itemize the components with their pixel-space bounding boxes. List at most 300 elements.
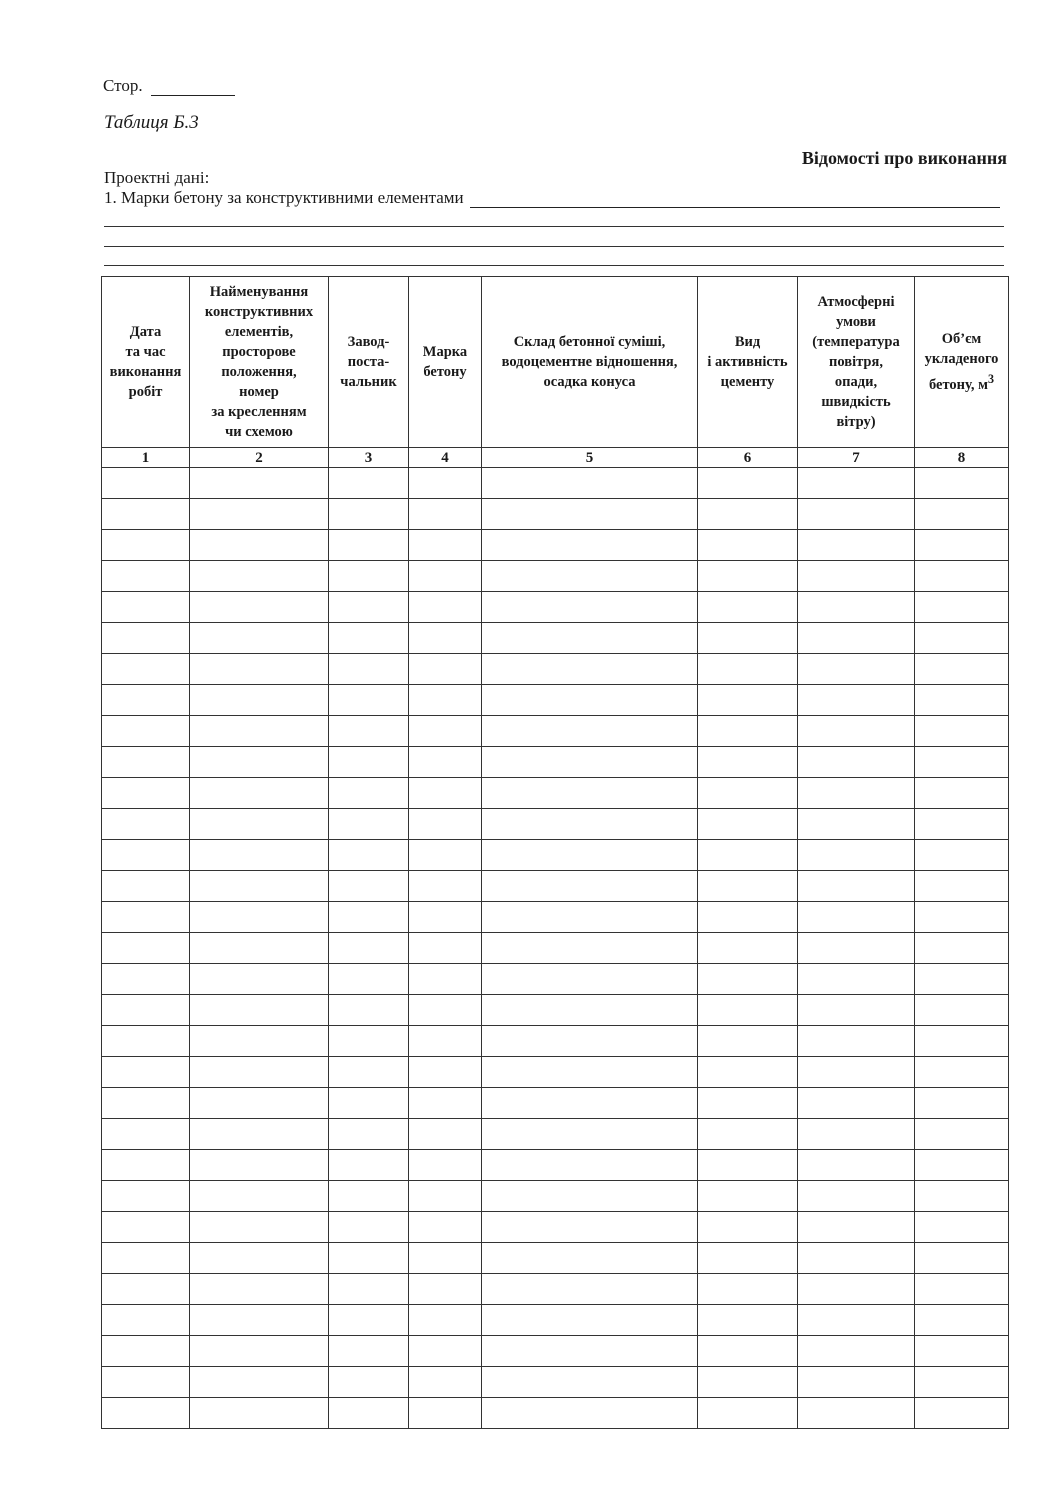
table-row — [102, 747, 1009, 778]
table-cell[interactable] — [798, 1243, 915, 1274]
table-cell[interactable] — [102, 1336, 190, 1367]
column-header-element-name — [190, 277, 329, 448]
table-cell[interactable] — [190, 1181, 329, 1212]
column-number: 1 — [102, 448, 190, 468]
table-cell[interactable] — [409, 840, 482, 871]
table-cell[interactable] — [698, 747, 798, 778]
table-cell[interactable] — [102, 871, 190, 902]
table-cell[interactable] — [482, 902, 698, 933]
table-cell[interactable] — [409, 1119, 482, 1150]
column-number: 5 — [482, 448, 698, 468]
table-cell[interactable] — [915, 499, 1009, 530]
table-cell[interactable] — [915, 1088, 1009, 1119]
table-cell[interactable] — [482, 561, 698, 592]
table-cell[interactable] — [329, 1119, 409, 1150]
table-cell[interactable] — [798, 1212, 915, 1243]
column-number: 3 — [329, 448, 409, 468]
table-cell[interactable] — [190, 1212, 329, 1243]
table-cell[interactable] — [102, 1305, 190, 1336]
table-cell[interactable] — [190, 1026, 329, 1057]
column-number-row — [102, 448, 1009, 468]
table-cell[interactable] — [798, 716, 915, 747]
table-cell[interactable] — [190, 1274, 329, 1305]
table-cell[interactable] — [409, 1026, 482, 1057]
table-cell[interactable] — [482, 809, 698, 840]
table-row — [102, 716, 1009, 747]
table-cell[interactable] — [102, 1367, 190, 1398]
table-row — [102, 530, 1009, 561]
table-cell[interactable] — [915, 809, 1009, 840]
table-cell[interactable] — [698, 1150, 798, 1181]
table-cell[interactable] — [190, 1088, 329, 1119]
table-cell[interactable] — [190, 685, 329, 716]
table-cell[interactable] — [698, 592, 798, 623]
table-cell[interactable] — [798, 871, 915, 902]
table-cell[interactable] — [409, 871, 482, 902]
table-cell[interactable] — [698, 468, 798, 499]
table-cell[interactable] — [190, 995, 329, 1026]
table-cell[interactable] — [409, 995, 482, 1026]
table-row — [102, 1212, 1009, 1243]
column-header-label: Марка бетону — [422, 344, 468, 380]
table-cell[interactable] — [698, 964, 798, 995]
concrete-grades-blank[interactable] — [470, 193, 1000, 208]
table-cell[interactable] — [915, 1243, 1009, 1274]
table-cell[interactable] — [409, 964, 482, 995]
table-cell[interactable] — [482, 1088, 698, 1119]
table-row — [102, 871, 1009, 902]
table-cell[interactable] — [915, 716, 1009, 747]
table-cell[interactable] — [482, 468, 698, 499]
table-cell[interactable] — [409, 1243, 482, 1274]
table-cell[interactable] — [482, 1181, 698, 1212]
table-cell[interactable] — [329, 995, 409, 1026]
table-cell[interactable] — [409, 592, 482, 623]
table-row — [102, 933, 1009, 964]
table-cell[interactable] — [915, 1026, 1009, 1057]
table-cell[interactable] — [798, 778, 915, 809]
table-cell[interactable] — [482, 1274, 698, 1305]
column-number: 4 — [409, 448, 482, 468]
table-row — [102, 1181, 1009, 1212]
table-cell[interactable] — [482, 685, 698, 716]
fill-in-line[interactable] — [104, 265, 1004, 266]
table-cell[interactable] — [102, 716, 190, 747]
column-number: 6 — [698, 448, 798, 468]
table-cell[interactable] — [329, 1057, 409, 1088]
table-cell[interactable] — [329, 1367, 409, 1398]
table-cell[interactable] — [698, 1181, 798, 1212]
table-cell[interactable] — [482, 933, 698, 964]
table-cell[interactable] — [329, 778, 409, 809]
table-cell[interactable] — [329, 1305, 409, 1336]
table-cell[interactable] — [329, 685, 409, 716]
table-cell[interactable] — [329, 1181, 409, 1212]
table-cell[interactable] — [915, 747, 1009, 778]
table-cell[interactable] — [329, 1398, 409, 1429]
concrete-grades-label: 1. Марки бетону за конструктивними елементами — [104, 188, 464, 207]
table-row — [102, 1119, 1009, 1150]
table-cell[interactable] — [915, 778, 1009, 809]
table-cell[interactable] — [409, 654, 482, 685]
table-cell[interactable] — [482, 1212, 698, 1243]
table-cell[interactable] — [409, 685, 482, 716]
table-cell[interactable] — [329, 561, 409, 592]
table-cell[interactable] — [102, 1274, 190, 1305]
table-cell[interactable] — [482, 1150, 698, 1181]
table-cell[interactable] — [915, 1212, 1009, 1243]
table-cell[interactable] — [482, 1305, 698, 1336]
table-cell[interactable] — [698, 1243, 798, 1274]
table-cell[interactable] — [798, 468, 915, 499]
table-cell[interactable] — [190, 468, 329, 499]
table-cell[interactable] — [798, 1398, 915, 1429]
table-cell[interactable] — [698, 1274, 798, 1305]
table-cell[interactable] — [409, 902, 482, 933]
table-cell[interactable] — [190, 530, 329, 561]
table-cell[interactable] — [329, 933, 409, 964]
table-cell[interactable] — [102, 1026, 190, 1057]
table-cell[interactable] — [698, 933, 798, 964]
table-header-row — [102, 277, 1009, 448]
fill-in-line[interactable] — [104, 226, 1004, 227]
concrete-works-table — [101, 276, 1009, 1429]
column-header-supplier — [329, 277, 409, 448]
table-cell[interactable] — [190, 778, 329, 809]
table-cell[interactable] — [482, 623, 698, 654]
table-cell[interactable] — [698, 1398, 798, 1429]
table-cell[interactable] — [915, 1274, 1009, 1305]
table-cell[interactable] — [482, 871, 698, 902]
column-number: 8 — [915, 448, 1009, 468]
table-cell[interactable] — [190, 747, 329, 778]
table-cell[interactable] — [329, 840, 409, 871]
table-cell[interactable] — [102, 964, 190, 995]
table-cell[interactable] — [798, 1088, 915, 1119]
table-cell[interactable] — [190, 1150, 329, 1181]
table-cell[interactable] — [102, 778, 190, 809]
table-cell[interactable] — [915, 654, 1009, 685]
table-cell[interactable] — [798, 1274, 915, 1305]
column-header-volume — [915, 277, 1009, 448]
table-row — [102, 499, 1009, 530]
table-cell[interactable] — [798, 1336, 915, 1367]
table-cell[interactable] — [190, 1057, 329, 1088]
table-cell[interactable] — [190, 623, 329, 654]
table-cell[interactable] — [329, 499, 409, 530]
table-cell[interactable] — [409, 1367, 482, 1398]
table-cell[interactable] — [190, 1398, 329, 1429]
table-cell[interactable] — [482, 778, 698, 809]
table-cell[interactable] — [798, 1057, 915, 1088]
table-cell[interactable] — [915, 871, 1009, 902]
table-cell[interactable] — [915, 1336, 1009, 1367]
table-cell[interactable] — [329, 747, 409, 778]
table-cell[interactable] — [409, 716, 482, 747]
table-cell[interactable] — [915, 964, 1009, 995]
table-cell[interactable] — [482, 995, 698, 1026]
column-header-cement-type — [698, 277, 798, 448]
table-cell[interactable] — [482, 530, 698, 561]
table-cell[interactable] — [102, 1119, 190, 1150]
table-cell[interactable] — [798, 499, 915, 530]
table-cell[interactable] — [798, 1150, 915, 1181]
table-cell[interactable] — [698, 1026, 798, 1057]
table-cell[interactable] — [190, 840, 329, 871]
table-cell[interactable] — [329, 1274, 409, 1305]
table-cell[interactable] — [329, 468, 409, 499]
table-id: Таблиця Б.3 — [104, 112, 199, 133]
table-cell[interactable] — [798, 561, 915, 592]
table-cell[interactable] — [798, 840, 915, 871]
table-cell[interactable] — [482, 1243, 698, 1274]
table-cell[interactable] — [102, 995, 190, 1026]
table-cell[interactable] — [698, 840, 798, 871]
table-cell[interactable] — [102, 530, 190, 561]
table-cell[interactable] — [698, 1119, 798, 1150]
table-cell[interactable] — [698, 530, 798, 561]
table-cell[interactable] — [190, 964, 329, 995]
table-cell[interactable] — [915, 1367, 1009, 1398]
column-header-mix-composition — [482, 277, 698, 448]
table-cell[interactable] — [102, 1150, 190, 1181]
table-cell[interactable] — [102, 685, 190, 716]
table-cell[interactable] — [915, 1181, 1009, 1212]
table-cell[interactable] — [915, 902, 1009, 933]
table-cell[interactable] — [102, 1398, 190, 1429]
table-cell[interactable] — [409, 1057, 482, 1088]
table-cell[interactable] — [798, 964, 915, 995]
table-cell[interactable] — [482, 747, 698, 778]
table-cell[interactable] — [329, 530, 409, 561]
table-cell[interactable] — [482, 964, 698, 995]
table-cell[interactable] — [482, 1026, 698, 1057]
table-cell[interactable] — [190, 1367, 329, 1398]
table-cell[interactable] — [698, 1057, 798, 1088]
table-cell[interactable] — [102, 1088, 190, 1119]
table-cell[interactable] — [329, 1336, 409, 1367]
table-cell[interactable] — [409, 1212, 482, 1243]
table-cell[interactable] — [409, 468, 482, 499]
table-cell[interactable] — [698, 499, 798, 530]
table-cell[interactable] — [409, 530, 482, 561]
table-cell[interactable] — [482, 654, 698, 685]
table-cell[interactable] — [798, 654, 915, 685]
table-cell[interactable] — [329, 623, 409, 654]
table-cell[interactable] — [409, 561, 482, 592]
table-cell[interactable] — [915, 592, 1009, 623]
design-data-label: Проектні дані: — [104, 168, 210, 187]
table-cell[interactable] — [102, 654, 190, 685]
table-row — [102, 1243, 1009, 1274]
table-cell[interactable] — [102, 840, 190, 871]
table-cell[interactable] — [102, 809, 190, 840]
table-cell[interactable] — [102, 592, 190, 623]
table-cell[interactable] — [190, 902, 329, 933]
table-cell[interactable] — [482, 840, 698, 871]
table-cell[interactable] — [698, 1088, 798, 1119]
table-cell[interactable] — [329, 1212, 409, 1243]
table-cell[interactable] — [409, 809, 482, 840]
table-cell[interactable] — [102, 747, 190, 778]
table-cell[interactable] — [915, 840, 1009, 871]
table-cell[interactable] — [102, 933, 190, 964]
table-cell[interactable] — [482, 1398, 698, 1429]
table-cell[interactable] — [482, 592, 698, 623]
table-cell[interactable] — [915, 530, 1009, 561]
table-cell[interactable] — [798, 685, 915, 716]
table-cell[interactable] — [698, 809, 798, 840]
table-cell[interactable] — [915, 1398, 1009, 1429]
table-cell[interactable] — [698, 623, 798, 654]
table-cell[interactable] — [102, 1243, 190, 1274]
table-cell[interactable] — [915, 1150, 1009, 1181]
table-cell[interactable] — [482, 1336, 698, 1367]
table-cell[interactable] — [915, 995, 1009, 1026]
table-cell[interactable] — [798, 1181, 915, 1212]
table-cell[interactable] — [190, 933, 329, 964]
column-header-date-time — [102, 277, 190, 448]
table-cell[interactable] — [698, 654, 798, 685]
table-cell[interactable] — [915, 1057, 1009, 1088]
table-row — [102, 654, 1009, 685]
table-cell[interactable] — [409, 1305, 482, 1336]
table-cell[interactable] — [482, 1119, 698, 1150]
table-cell[interactable] — [102, 561, 190, 592]
table-cell[interactable] — [329, 964, 409, 995]
table-cell[interactable] — [409, 747, 482, 778]
table-cell[interactable] — [102, 1057, 190, 1088]
table-cell[interactable] — [915, 685, 1009, 716]
table-cell[interactable] — [798, 592, 915, 623]
table-cell[interactable] — [409, 1181, 482, 1212]
table-cell[interactable] — [329, 1243, 409, 1274]
table-cell[interactable] — [190, 1243, 329, 1274]
table-cell[interactable] — [482, 1057, 698, 1088]
table-cell[interactable] — [190, 809, 329, 840]
column-header-label: Вид і активність цементу — [707, 334, 788, 390]
table-cell[interactable] — [698, 1367, 798, 1398]
table-row — [102, 778, 1009, 809]
table-cell[interactable] — [409, 1398, 482, 1429]
table-cell[interactable] — [915, 561, 1009, 592]
table-cell[interactable] — [329, 871, 409, 902]
table-cell[interactable] — [915, 468, 1009, 499]
table-row — [102, 902, 1009, 933]
table-cell[interactable] — [102, 902, 190, 933]
table-cell[interactable] — [798, 530, 915, 561]
column-header-label: Дата та час виконання робіт — [109, 324, 182, 400]
table-cell[interactable] — [798, 623, 915, 654]
table-row — [102, 840, 1009, 871]
table-cell[interactable] — [409, 933, 482, 964]
table-cell[interactable] — [409, 1088, 482, 1119]
table-cell[interactable] — [698, 1305, 798, 1336]
table-cell[interactable] — [798, 1305, 915, 1336]
table-cell[interactable] — [102, 468, 190, 499]
table-cell[interactable] — [190, 871, 329, 902]
fill-in-line[interactable] — [104, 246, 1004, 247]
table-cell[interactable] — [698, 778, 798, 809]
table-row — [102, 561, 1009, 592]
table-cell[interactable] — [698, 561, 798, 592]
table-cell[interactable] — [329, 1150, 409, 1181]
table-cell[interactable] — [915, 623, 1009, 654]
table-cell[interactable] — [915, 1119, 1009, 1150]
table-cell[interactable] — [190, 716, 329, 747]
table-cell[interactable] — [482, 1367, 698, 1398]
table-cell[interactable] — [915, 1305, 1009, 1336]
table-cell[interactable] — [698, 685, 798, 716]
table-cell[interactable] — [482, 499, 698, 530]
table-cell[interactable] — [409, 1336, 482, 1367]
table-cell[interactable] — [329, 716, 409, 747]
column-header-label: Склад бетонної суміші, водоцементне відношення, осадка конуса — [501, 334, 678, 390]
table-cell[interactable] — [329, 809, 409, 840]
table-cell[interactable] — [798, 933, 915, 964]
table-cell[interactable] — [190, 592, 329, 623]
table-cell[interactable] — [798, 995, 915, 1026]
table-cell[interactable] — [698, 902, 798, 933]
table-cell[interactable] — [798, 1026, 915, 1057]
table-cell[interactable] — [409, 623, 482, 654]
table-cell[interactable] — [190, 499, 329, 530]
table-cell[interactable] — [102, 623, 190, 654]
document-title: Відомості про виконання — [801, 148, 1007, 168]
table-cell[interactable] — [698, 1212, 798, 1243]
column-header-weather — [798, 277, 915, 448]
table-cell[interactable] — [102, 1181, 190, 1212]
table-cell[interactable] — [190, 1336, 329, 1367]
table-cell[interactable] — [329, 902, 409, 933]
table-cell[interactable] — [190, 1305, 329, 1336]
table-cell[interactable] — [798, 1367, 915, 1398]
table-row — [102, 964, 1009, 995]
column-header-concrete-grade — [409, 277, 482, 448]
table-cell[interactable] — [698, 871, 798, 902]
table-row — [102, 685, 1009, 716]
unit-superscript: 3 — [987, 372, 994, 387]
table-cell[interactable] — [915, 933, 1009, 964]
table-cell[interactable] — [329, 1088, 409, 1119]
table-cell[interactable] — [798, 1119, 915, 1150]
table-cell[interactable] — [329, 654, 409, 685]
table-row — [102, 809, 1009, 840]
table-cell[interactable] — [698, 995, 798, 1026]
table-cell[interactable] — [698, 716, 798, 747]
page-number-blank[interactable] — [151, 81, 235, 96]
table-cell[interactable] — [482, 716, 698, 747]
table-cell[interactable] — [409, 1150, 482, 1181]
table-cell[interactable] — [190, 1119, 329, 1150]
table-cell[interactable] — [329, 592, 409, 623]
table-cell[interactable] — [190, 654, 329, 685]
table-row — [102, 1150, 1009, 1181]
table-cell[interactable] — [102, 499, 190, 530]
table-cell[interactable] — [798, 809, 915, 840]
table-cell[interactable] — [409, 778, 482, 809]
concrete-grades-field — [104, 188, 1000, 208]
table-cell[interactable] — [409, 499, 482, 530]
table-cell[interactable] — [409, 1274, 482, 1305]
table-cell[interactable] — [102, 1212, 190, 1243]
table-cell[interactable] — [798, 902, 915, 933]
table-cell[interactable] — [698, 1336, 798, 1367]
table-cell[interactable] — [190, 561, 329, 592]
table-cell[interactable] — [798, 747, 915, 778]
table-cell[interactable] — [329, 1026, 409, 1057]
table-row — [102, 468, 1009, 499]
